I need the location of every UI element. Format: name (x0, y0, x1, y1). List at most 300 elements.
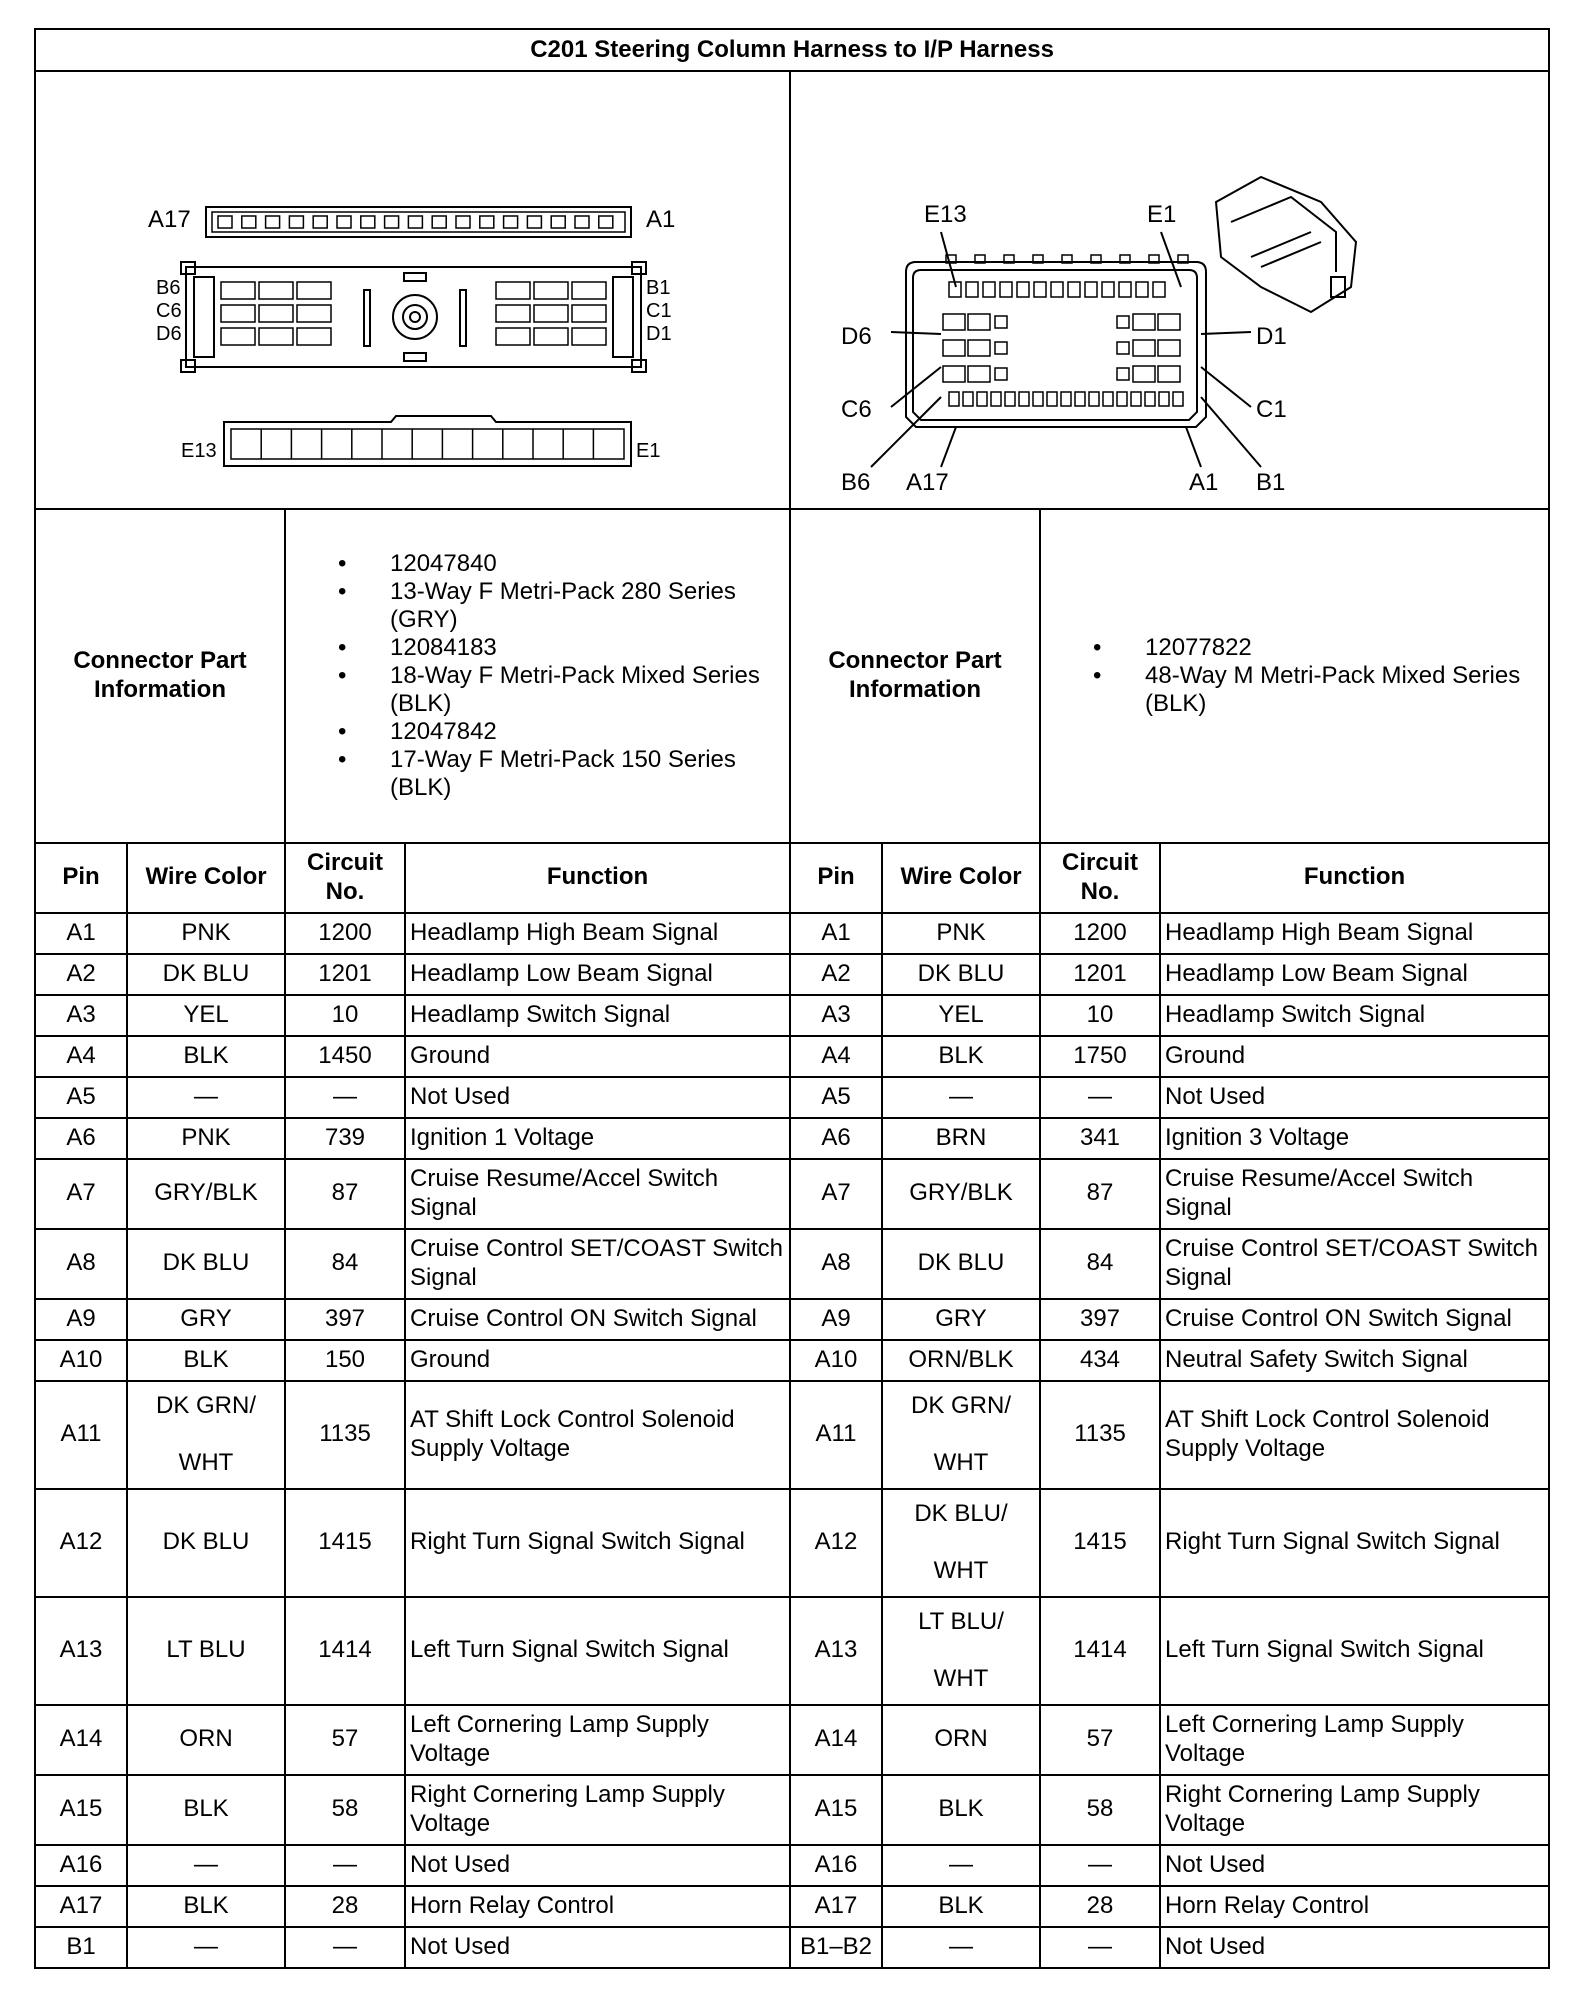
pin-cell: A3 (35, 995, 127, 1036)
table-row (35, 1597, 1549, 1705)
wire-color-cell: GRY (882, 1299, 1040, 1340)
pin-callout-lines (871, 232, 1261, 467)
circuit-cell: 397 (1040, 1299, 1160, 1340)
table-header-row (35, 843, 1549, 913)
wire-color-cell: — (127, 1077, 285, 1118)
wire-color-cell: YEL (127, 995, 285, 1036)
pin-cavity (1019, 392, 1029, 406)
part-list-item: • 17-Way F Metri-Pack 150 Series (BLK) (286, 746, 789, 802)
left-info-label: Connector Part Information (35, 509, 285, 843)
function-cell: Headlamp Switch Signal (1160, 995, 1549, 1036)
pin-cavity (1061, 392, 1071, 406)
pin-cavity (480, 216, 494, 228)
part-list-item: • 12077822 (1041, 634, 1548, 662)
table-row (35, 1036, 1549, 1077)
wire-color-cell: DK BLU (882, 954, 1040, 995)
pin-cavity (1158, 314, 1180, 330)
part-list-item: • 48-Way M Metri-Pack Mixed Series (BLK) (1041, 662, 1548, 718)
pin-cavity (575, 216, 589, 228)
pin-cavity (1136, 282, 1148, 297)
pin-cavity (968, 340, 990, 356)
label-d6: D6 (841, 323, 872, 350)
label-a17: A17 (906, 469, 949, 496)
pin-cavity (1153, 282, 1165, 297)
pin-cavity (496, 328, 530, 345)
pin-cell: A3 (790, 995, 882, 1036)
circuit-cell: 434 (1040, 1340, 1160, 1381)
label-c1: C1 (646, 300, 672, 322)
header-pin: Pin (35, 843, 127, 913)
header-circuit: Circuit No. (285, 843, 405, 913)
function-cell: Ignition 3 Voltage (1160, 1118, 1549, 1159)
header-function: Function (1160, 843, 1549, 913)
function-cell: Ground (405, 1340, 790, 1381)
pin-cell: B1 (35, 1927, 127, 1968)
pin-cavity (297, 328, 331, 345)
wire-color-cell: ORN/BLK (882, 1340, 1040, 1381)
pin-cell: A12 (35, 1489, 127, 1597)
circuit-cell: 1135 (285, 1381, 405, 1489)
header-pin: Pin (790, 843, 882, 913)
function-cell: Left Turn Signal Switch Signal (405, 1597, 790, 1705)
function-cell: Right Turn Signal Switch Signal (1160, 1489, 1549, 1597)
pin-cavity (432, 216, 446, 228)
header-wire-color: Wire Color (882, 843, 1040, 913)
wire-color-cell: — (882, 1845, 1040, 1886)
part-list-item: • 13-Way F Metri-Pack 280 Series (GRY) (286, 578, 789, 634)
connector-3d-icon (1216, 177, 1356, 312)
table-row (35, 1845, 1549, 1886)
pin-cavity (1033, 392, 1043, 406)
pin-cavity (1119, 282, 1131, 297)
circuit-cell: 28 (1040, 1886, 1160, 1927)
pin-cell: A14 (790, 1705, 882, 1775)
pin-cell: A9 (790, 1299, 882, 1340)
table-row (35, 1927, 1549, 1968)
pin-cell: A13 (35, 1597, 127, 1705)
function-cell: Cruise Resume/Accel Switch Signal (405, 1159, 790, 1229)
function-cell: Headlamp Low Beam Signal (1160, 954, 1549, 995)
pin-cavity (977, 392, 987, 406)
pin-cell: A14 (35, 1705, 127, 1775)
pin-cavity (1158, 366, 1180, 382)
wire-color-cell: GRY (127, 1299, 285, 1340)
label-d1: D1 (646, 323, 672, 345)
pin-cell: A10 (790, 1340, 882, 1381)
function-cell: Cruise Control SET/COAST Switch Signal (405, 1229, 790, 1299)
right-part-list-cell (1040, 509, 1549, 843)
wire-color-cell: — (882, 1927, 1040, 1968)
pin-cavity (1158, 340, 1180, 356)
circuit-cell: 1135 (1040, 1381, 1160, 1489)
pin-cell: A8 (790, 1229, 882, 1299)
function-cell: Left Cornering Lamp Supply Voltage (405, 1705, 790, 1775)
pin-cavity (297, 282, 331, 299)
left-part-list-cell (285, 509, 790, 843)
pin-cavity (1075, 392, 1085, 406)
function-cell: Not Used (405, 1845, 790, 1886)
wire-color-cell: BLK (127, 1340, 285, 1381)
pin-cell: A9 (35, 1299, 127, 1340)
pin-cavity (534, 305, 568, 322)
pin-cell: A2 (790, 954, 882, 995)
function-cell: Left Cornering Lamp Supply Voltage (1160, 1705, 1549, 1775)
circuit-cell: 57 (285, 1705, 405, 1775)
label-b1: B1 (646, 277, 671, 299)
wire-color-cell: — (127, 1845, 285, 1886)
function-cell: Headlamp Switch Signal (405, 995, 790, 1036)
pin-cavity (221, 328, 255, 345)
pin-cavity (1173, 392, 1183, 406)
wire-color-cell: BLK (127, 1775, 285, 1845)
circuit-cell: — (285, 1927, 405, 1968)
function-cell: Not Used (405, 1927, 790, 1968)
pin-cavity (408, 216, 422, 228)
function-cell: Headlamp High Beam Signal (1160, 913, 1549, 954)
pin-cavity (1103, 392, 1113, 406)
pin-cavity (1133, 314, 1155, 330)
wire-color-cell: DK BLU (882, 1229, 1040, 1299)
circuit-cell: — (285, 1845, 405, 1886)
wire-color-cell: ORN (882, 1705, 1040, 1775)
label-a1: A1 (1189, 469, 1219, 496)
wire-color-cell: LT BLU/ WHT (882, 1597, 1040, 1705)
label-d1: D1 (1256, 323, 1287, 350)
pin-cavity (242, 216, 256, 228)
wire-color-cell: LT BLU (127, 1597, 285, 1705)
wire-color-cell: — (882, 1077, 1040, 1118)
function-cell: Not Used (1160, 1077, 1549, 1118)
pin-cavity (968, 366, 990, 382)
pin-cavity (337, 216, 351, 228)
pin-cell: A11 (35, 1381, 127, 1489)
pin-cell: A16 (790, 1845, 882, 1886)
pin-cavity (1117, 342, 1129, 354)
right-part-list (1041, 634, 1548, 718)
pin-cavity (1068, 282, 1080, 297)
a-row-connector (206, 207, 631, 237)
pin-cavity (1131, 392, 1141, 406)
circuit-cell: 1415 (1040, 1489, 1160, 1597)
pin-cavity (385, 216, 399, 228)
wire-color-cell: PNK (127, 1118, 285, 1159)
wire-color-cell: DK GRN/ WHT (127, 1381, 285, 1489)
circuit-cell: 10 (1040, 995, 1160, 1036)
pin-cavity (943, 314, 965, 330)
pin-cell: B1–B2 (790, 1927, 882, 1968)
pin-cavity (221, 282, 255, 299)
circuit-cell: 1415 (285, 1489, 405, 1597)
pin-cell: A1 (790, 913, 882, 954)
wire-color-cell: DK BLU (127, 1229, 285, 1299)
function-cell: Horn Relay Control (1160, 1886, 1549, 1927)
circuit-cell: 1200 (1040, 913, 1160, 954)
pin-cavity (527, 216, 541, 228)
part-list-item: • 18-Way F Metri-Pack Mixed Series (BLK) (286, 662, 789, 718)
pin-cavity (456, 216, 470, 228)
wire-color-cell: BLK (882, 1886, 1040, 1927)
label-e13: E13 (924, 201, 967, 228)
pin-cavity (1089, 392, 1099, 406)
table-row (35, 1886, 1549, 1927)
pin-cavity (572, 328, 606, 345)
wire-color-cell: BLK (882, 1775, 1040, 1845)
circuit-cell: 57 (1040, 1705, 1160, 1775)
pin-cell: A6 (35, 1118, 127, 1159)
circuit-cell: 341 (1040, 1118, 1160, 1159)
wire-color-cell: DK BLU/ WHT (882, 1489, 1040, 1597)
circuit-cell: 87 (285, 1159, 405, 1229)
pin-cavity (313, 216, 327, 228)
pin-cell: A11 (790, 1381, 882, 1489)
circuit-cell: 739 (285, 1118, 405, 1159)
pin-cavity (361, 216, 375, 228)
wire-color-cell: BLK (127, 1886, 285, 1927)
function-cell: Ground (405, 1036, 790, 1077)
header-circuit: Circuit No. (1040, 843, 1160, 913)
left-connector-drawing (36, 72, 791, 500)
pin-cavity (995, 316, 1007, 328)
pin-cavity (1117, 368, 1129, 380)
circuit-cell: — (1040, 1927, 1160, 1968)
pin-cavity (943, 340, 965, 356)
table-row (35, 1299, 1549, 1340)
right-connector-diagram (790, 71, 1549, 509)
circuit-cell: — (1040, 1845, 1160, 1886)
pin-cavity (1133, 340, 1155, 356)
pin-cell: A13 (790, 1597, 882, 1705)
part-list-item: • 12047840 (286, 550, 789, 578)
label-c6: C6 (156, 300, 182, 322)
label-a1: A1 (646, 206, 676, 233)
pin-cell: A1 (35, 913, 127, 954)
e-row-connector (224, 416, 631, 466)
function-cell: Not Used (1160, 1927, 1549, 1968)
pin-cavity (572, 282, 606, 299)
pin-cavity (966, 282, 978, 297)
pin-cell: A17 (35, 1886, 127, 1927)
pin-cavity (218, 216, 232, 228)
circuit-cell: 150 (285, 1340, 405, 1381)
function-cell: Headlamp Low Beam Signal (405, 954, 790, 995)
wire-color-cell: GRY/BLK (127, 1159, 285, 1229)
left-part-list (286, 550, 789, 802)
table-row (35, 1077, 1549, 1118)
function-cell: AT Shift Lock Control Solenoid Supply Voltage (405, 1381, 790, 1489)
pin-cavity (1085, 282, 1097, 297)
function-cell: Neutral Safety Switch Signal (1160, 1340, 1549, 1381)
label-e1: E1 (636, 440, 661, 462)
circuit-cell: 1414 (285, 1597, 405, 1705)
pin-cell: A6 (790, 1118, 882, 1159)
table-row (35, 1118, 1549, 1159)
label-a17: A17 (148, 206, 191, 233)
table-row (35, 1489, 1549, 1597)
pin-cavity (1051, 282, 1063, 297)
circuit-cell: 28 (285, 1886, 405, 1927)
function-cell: Not Used (405, 1077, 790, 1118)
circuit-cell: 1201 (285, 954, 405, 995)
pin-cell: A15 (35, 1775, 127, 1845)
circuit-cell: 84 (285, 1229, 405, 1299)
table-row (35, 1381, 1549, 1489)
function-cell: Cruise Resume/Accel Switch Signal (1160, 1159, 1549, 1229)
pin-cavity (968, 314, 990, 330)
circuit-cell: 58 (285, 1775, 405, 1845)
function-cell: Horn Relay Control (405, 1886, 790, 1927)
wire-color-cell: GRY/BLK (882, 1159, 1040, 1229)
pin-cell: A15 (790, 1775, 882, 1845)
connector-document (34, 28, 1548, 1976)
pin-cavity (259, 328, 293, 345)
label-b6: B6 (156, 277, 181, 299)
pin-cavity (504, 216, 518, 228)
circuit-cell: 58 (1040, 1775, 1160, 1845)
part-list-item: • 12084183 (286, 634, 789, 662)
pin-cavity (1000, 282, 1012, 297)
pin-cavity (1133, 366, 1155, 382)
pin-cavity (1034, 282, 1046, 297)
circuit-cell: 1414 (1040, 1597, 1160, 1705)
pin-cavity (943, 366, 965, 382)
pin-cell: A8 (35, 1229, 127, 1299)
wire-color-cell: YEL (882, 995, 1040, 1036)
pin-cell: A5 (790, 1077, 882, 1118)
part-list-item: • 12047842 (286, 718, 789, 746)
table-row (35, 995, 1549, 1036)
pin-cavity (534, 282, 568, 299)
pin-cavity (995, 368, 1007, 380)
wire-color-cell: PNK (882, 913, 1040, 954)
function-cell: Left Turn Signal Switch Signal (1160, 1597, 1549, 1705)
pin-cell: A4 (790, 1036, 882, 1077)
function-cell: Cruise Control ON Switch Signal (1160, 1299, 1549, 1340)
circuit-cell: 84 (1040, 1229, 1160, 1299)
pin-cavity (1117, 392, 1127, 406)
table-row (35, 954, 1549, 995)
right-connector-body (906, 255, 1206, 427)
function-cell: Ground (1160, 1036, 1549, 1077)
table-row (35, 1229, 1549, 1299)
wire-color-cell: — (127, 1927, 285, 1968)
function-cell: Right Cornering Lamp Supply Voltage (405, 1775, 790, 1845)
function-cell: Right Turn Signal Switch Signal (405, 1489, 790, 1597)
wire-color-cell: DK GRN/ WHT (882, 1381, 1040, 1489)
pin-cavity (1159, 392, 1169, 406)
wire-color-cell: DK BLU (127, 1489, 285, 1597)
pin-cavity (289, 216, 303, 228)
wire-color-cell: ORN (127, 1705, 285, 1775)
right-info-label: Connector Part Information (790, 509, 1040, 843)
circuit-cell: 87 (1040, 1159, 1160, 1229)
table-row (35, 1775, 1549, 1845)
function-cell: Cruise Control SET/COAST Switch Signal (1160, 1229, 1549, 1299)
pin-cavity (534, 328, 568, 345)
wire-color-cell: PNK (127, 913, 285, 954)
connector-table (34, 28, 1550, 1969)
function-cell: Headlamp High Beam Signal (405, 913, 790, 954)
label-e13: E13 (181, 440, 217, 462)
circuit-cell: 1200 (285, 913, 405, 954)
function-cell: Ignition 1 Voltage (405, 1118, 790, 1159)
pin-cavity (297, 305, 331, 322)
function-cell: Not Used (1160, 1845, 1549, 1886)
pin-cell: A2 (35, 954, 127, 995)
table-row (35, 1159, 1549, 1229)
wire-color-cell: DK BLU (127, 954, 285, 995)
circuit-cell: 10 (285, 995, 405, 1036)
circuit-cell: 397 (285, 1299, 405, 1340)
pin-cavity (1117, 316, 1129, 328)
pin-cell: A4 (35, 1036, 127, 1077)
circuit-cell: 1450 (285, 1036, 405, 1077)
pin-cavity (983, 282, 995, 297)
bcd-row-connector (181, 262, 646, 372)
pin-cavity (1102, 282, 1114, 297)
pin-cell: A10 (35, 1340, 127, 1381)
pin-cell: A5 (35, 1077, 127, 1118)
pin-cavity (221, 305, 255, 322)
circuit-cell: — (285, 1077, 405, 1118)
pin-cavity (551, 216, 565, 228)
pin-cavity (259, 282, 293, 299)
pin-cavity (259, 305, 293, 322)
pin-cell: A7 (35, 1159, 127, 1229)
label-c6: C6 (841, 396, 872, 423)
pin-cavity (266, 216, 280, 228)
pin-cavity (991, 392, 1001, 406)
left-connector-diagram (35, 71, 790, 509)
pin-cell: A7 (790, 1159, 882, 1229)
function-cell: Right Cornering Lamp Supply Voltage (1160, 1775, 1549, 1845)
pin-cavity (963, 392, 973, 406)
header-function: Function (405, 843, 790, 913)
page-title: C201 Steering Column Harness to I/P Harness (35, 29, 1549, 71)
circuit-cell: — (1040, 1077, 1160, 1118)
circuit-cell: 1750 (1040, 1036, 1160, 1077)
table-row (35, 1705, 1549, 1775)
pin-cavity (1145, 392, 1155, 406)
table-row (35, 913, 1549, 954)
pin-cavity (1017, 282, 1029, 297)
pin-cell: A12 (790, 1489, 882, 1597)
pin-cavity (1047, 392, 1057, 406)
pin-cavity (949, 392, 959, 406)
pin-cavity (599, 216, 613, 228)
pin-cavity (572, 305, 606, 322)
label-e1: E1 (1147, 201, 1177, 228)
function-cell: Cruise Control ON Switch Signal (405, 1299, 790, 1340)
right-connector-drawing (791, 72, 1548, 500)
pin-cell: A17 (790, 1886, 882, 1927)
label-b6: B6 (841, 469, 871, 496)
pin-cavity (1005, 392, 1015, 406)
header-wire-color: Wire Color (127, 843, 285, 913)
pin-cavity (995, 342, 1007, 354)
wire-color-cell: BLK (882, 1036, 1040, 1077)
function-cell: AT Shift Lock Control Solenoid Supply Voltage (1160, 1381, 1549, 1489)
label-d6: D6 (156, 323, 182, 345)
pin-cavity (496, 282, 530, 299)
wire-color-cell: BRN (882, 1118, 1040, 1159)
pin-cavity (496, 305, 530, 322)
circuit-cell: 1201 (1040, 954, 1160, 995)
pin-cell: A16 (35, 1845, 127, 1886)
table-row (35, 1340, 1549, 1381)
label-c1: C1 (1256, 396, 1287, 423)
wire-color-cell: BLK (127, 1036, 285, 1077)
label-b1: B1 (1256, 469, 1286, 496)
